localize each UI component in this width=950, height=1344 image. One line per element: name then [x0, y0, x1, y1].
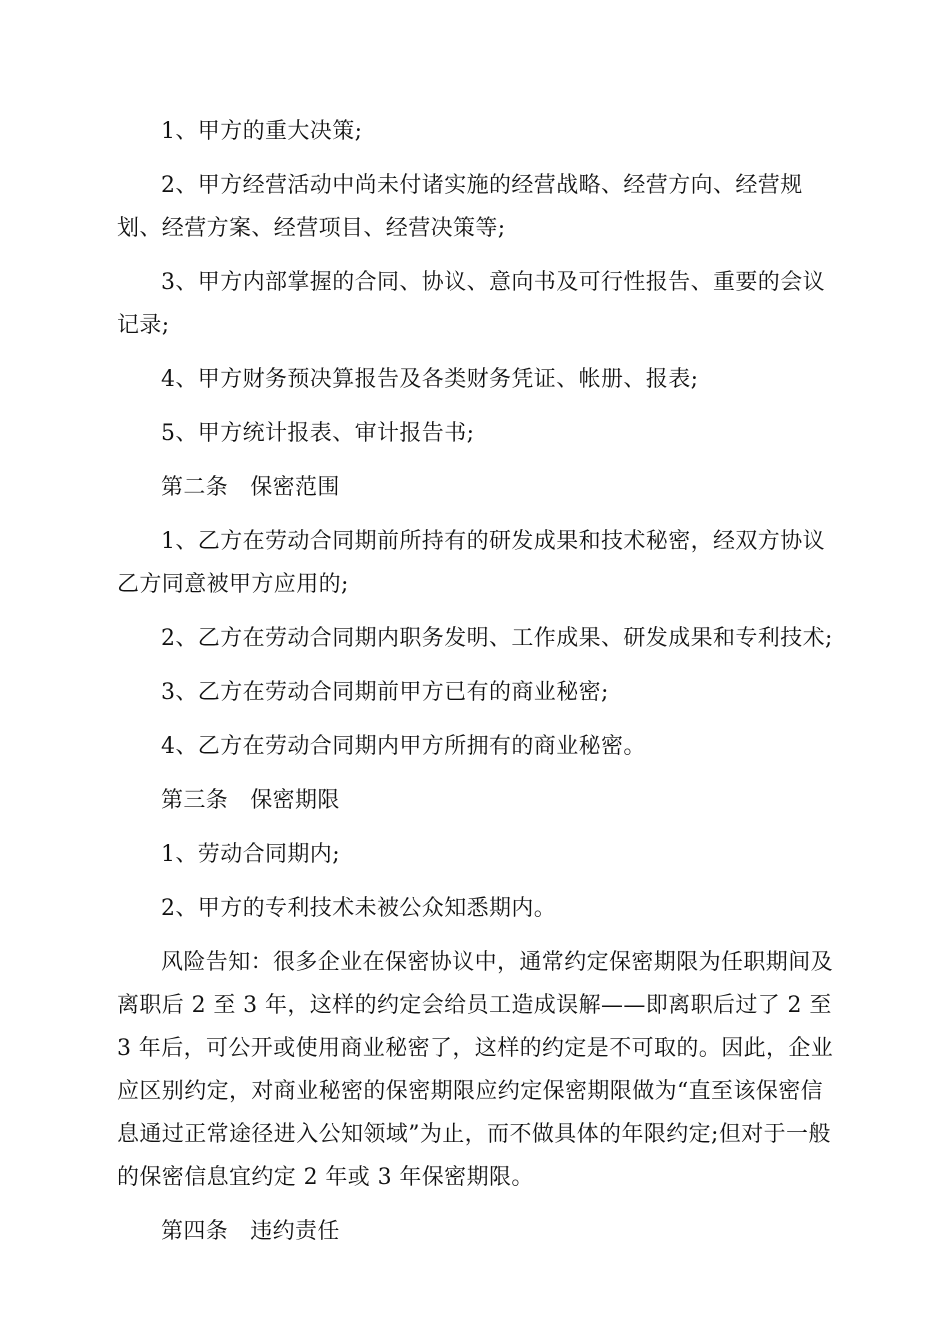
article-heading	[117, 466, 835, 509]
article-number: 第四条	[161, 1219, 229, 1244]
article-title: 违约责任	[250, 1219, 340, 1244]
risk-notice-paragraph: 风险告知：很多企业在保密协议中，通常约定保密期限为任职期间及离职后 2 至 3 年，这样的约定会给员工造成误解——即离职后过了 2 至 3 年后，可公开或使用商业秘密了，这样的约定是不可取的。因此，企业应区别约定，对商业秘密的保密期限应约定保密期限做为“直至该保密信息通过正常途径进入公知领域”为止，而不做具体的年限约定;但对于一般的保密信息宜约定 2 年或 3 年保密期限。	[117, 950, 834, 1190]
article-heading	[117, 779, 835, 822]
list-item: 2、乙方在劳动合同期内职务发明、工作成果、研发成果和专利技术;	[161, 626, 833, 651]
list-item: 1、甲方的重大决策;	[161, 119, 363, 144]
list-item: 1、劳动合同期内;	[161, 842, 341, 867]
list-item: 3、乙方在劳动合同期前甲方已有的商业秘密;	[161, 680, 609, 705]
document-body	[117, 110, 835, 1264]
article-heading	[117, 1210, 835, 1253]
article-title: 保密期限	[250, 788, 340, 813]
article-title: 保密范围	[250, 475, 340, 500]
article-number: 第二条	[161, 475, 229, 500]
list-item: 4、乙方在劳动合同期内甲方所拥有的商业秘密。	[161, 734, 646, 759]
list-item: 2、甲方的专利技术未被公众知悉期内。	[161, 896, 557, 921]
list-item: 3、甲方内部掌握的合同、协议、意向书及可行性报告、重要的会议记录;	[117, 270, 825, 338]
list-item: 5、甲方统计报表、审计报告书;	[161, 421, 475, 446]
list-item: 2、甲方经营活动中尚未付诸实施的经营战略、经营方向、经营规划、经营方案、经营项目、经营决策等;	[117, 173, 803, 241]
list-item: 1、乙方在劳动合同期前所持有的研发成果和技术秘密，经双方协议乙方同意被甲方应用的;	[117, 529, 825, 597]
list-item: 4、甲方财务预决算报告及各类财务凭证、帐册、报表;	[161, 367, 699, 392]
article-number: 第三条	[161, 788, 229, 813]
